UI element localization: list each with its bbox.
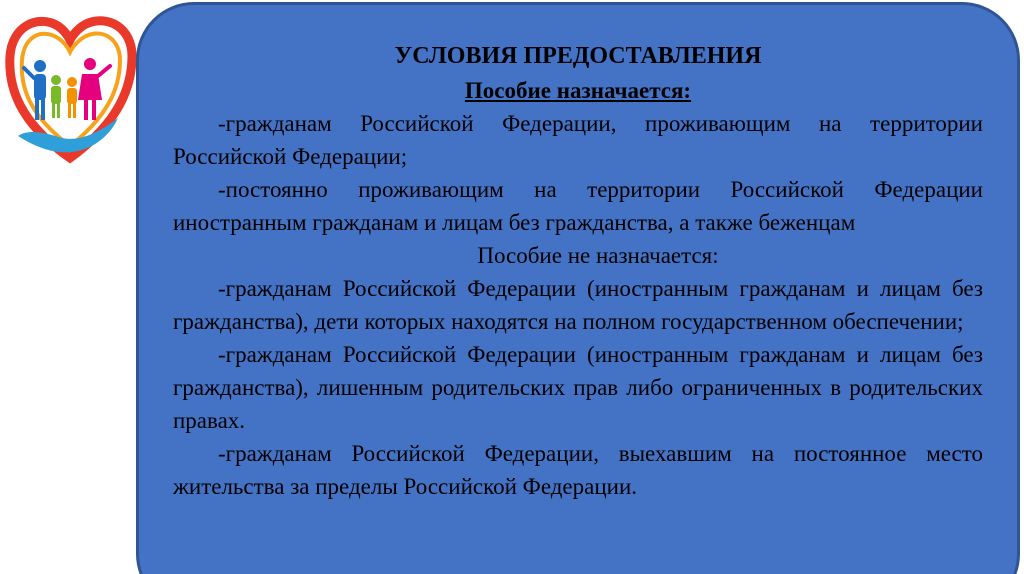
- granted-heading: Пособие назначается:: [464, 78, 692, 103]
- not-granted-heading: Пособие не назначается:: [477, 243, 719, 268]
- family-heart-logo-icon: [0, 8, 140, 168]
- granted-item: -гражданам Российской Федерации, проживающим на территории Российской Федерации;: [173, 111, 983, 169]
- not-granted-item: -гражданам Российской Федерации (иностранным гражданам и лицам без гражданства), лишенным родительских прав либо ограниченных в родительских правах.: [173, 342, 983, 433]
- slide-title: УСЛОВИЯ ПРЕДОСТАВЛЕНИЯ: [394, 43, 762, 69]
- conditions-panel: [136, 2, 1020, 574]
- conditions-content: [173, 38, 983, 503]
- not-granted-item: -гражданам Российской Федерации (иностранным гражданам и лицам без гражданства), дети которых находятся на полном государственном обеспечении;: [173, 276, 983, 334]
- not-granted-item: -гражданам Российской Федерации, выехавшим на постоянное место жительства за пределы Российской Федерации.: [173, 441, 983, 499]
- family-figures: [24, 58, 110, 120]
- granted-item: -постоянно проживающим на территории Российской Федерации иностранным гражданам и лицам без гражданства, а также беженцам: [173, 177, 983, 235]
